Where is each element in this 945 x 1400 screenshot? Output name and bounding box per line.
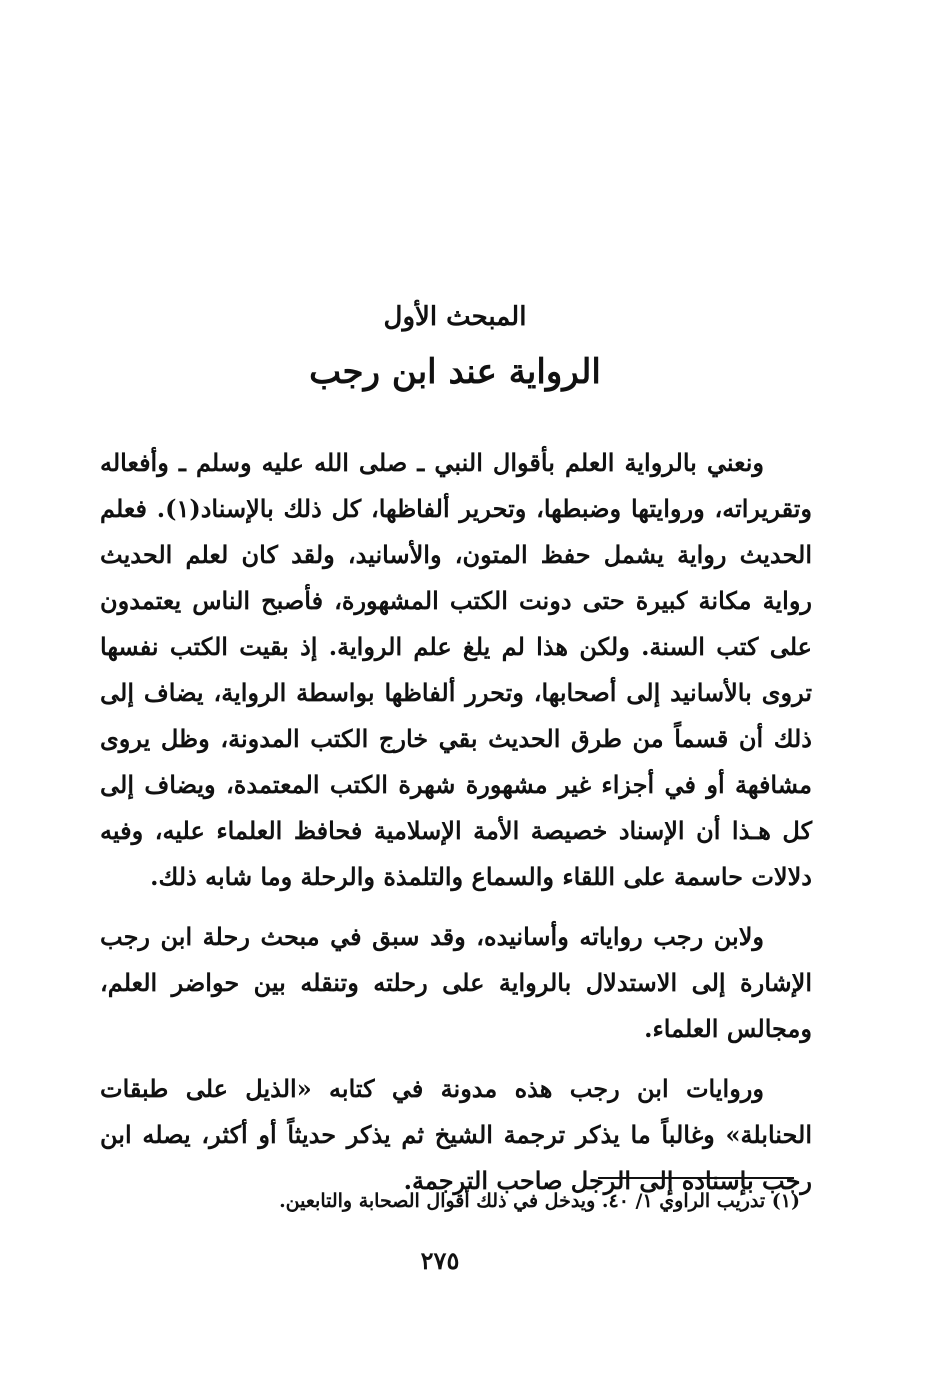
footnote: (١) تدريب الراوي ١/ ٤٠. ويدخل في ذلك أقوال الصحابة والتابعين. bbox=[279, 1190, 800, 1212]
body-text bbox=[100, 440, 812, 1218]
footnote-separator bbox=[598, 1177, 794, 1179]
paragraph-1: ونعني بالرواية العلم بأقوال النبي ـ صلى الله عليه وسلم ـ وأفعاله وتقريراته، وروايتها وضبطها، وتحرير ألفاظها، كل ذلك بالإسناد(١). فعلم الحديث رواية يشمل حفظ المتون، والأسانيد، ولقد كان لعلم الحديث رواية مكانة كبيرة حتى دونت الكتب المشهورة، فأصبح الناس يعتمدون على كتب السنة. ولكن هذا لم يلغ علم الرواية. إذ بقيت الكتب نفسها تروى بالأسانيد إلى أصحابها، وتحرر ألفاظها بواسطة الرواية، يضاف إلى ذلك أن قسماً من طرق الحديث بقي خارج الكتب المدونة، وظل يروى مشافهة أو في أجزاء غير مشهورة شهرة الكتب المعتمدة، ويضاف إلى كل هـذا أن الإسناد خصيصة الأمة الإسلامية فحافظ العلماء عليه، وفيه دلالات حاسمة على اللقاء والسماع والتلمذة والرحلة وما شابه ذلك. bbox=[100, 448, 812, 891]
paragraph-3: وروايات ابن رجب هذه مدونة في كتابه «الذيل على طبقات الحنابلة» وغالباً ما يذكر ترجمة الشيخ ثم يذكر حديثاً أو أكثر، يصله ابن رجب بإسناده إلى الرجل صاحب الترجمة. bbox=[100, 1074, 812, 1195]
page-number: ٢٧٥ bbox=[420, 1246, 460, 1275]
paragraph-2: ولابن رجب رواياته وأسانيده، وقد سبق في مبحث رحلة ابن رجب الإشارة إلى الاستدلال بالرواية على رحلته وتنقله بين حواضر العلم، ومجالس العلماء. bbox=[100, 922, 812, 1043]
section-title: الرواية عند ابن رجب bbox=[309, 352, 601, 392]
section-label: المبحث الأول bbox=[383, 302, 527, 332]
